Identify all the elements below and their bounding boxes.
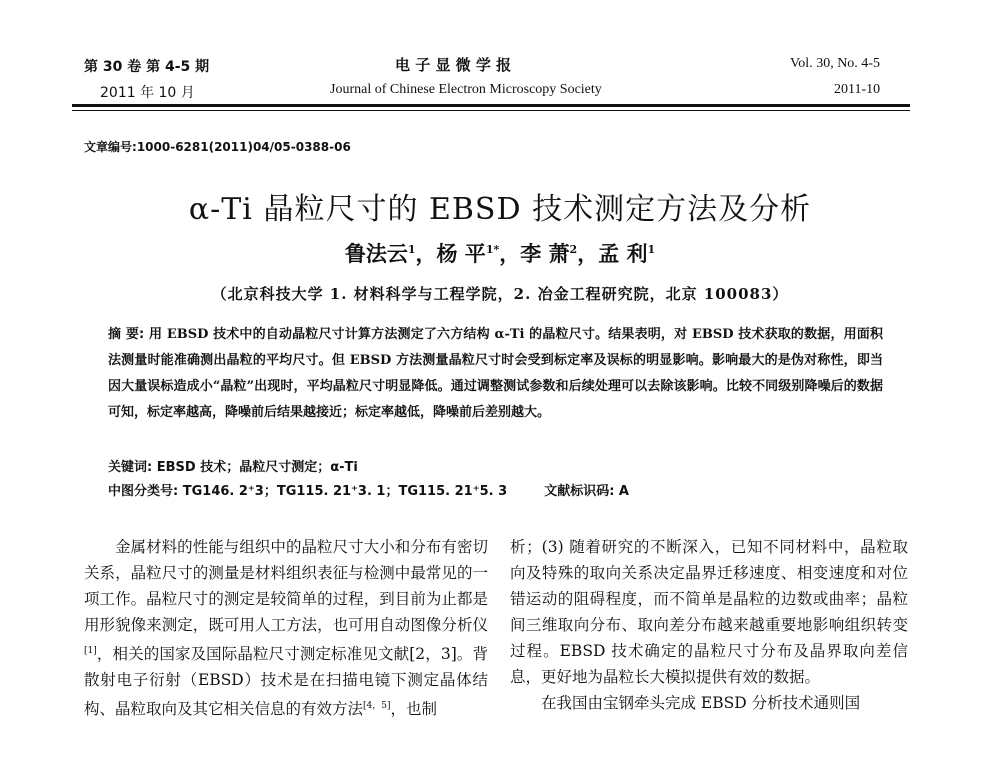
body-right-column <box>510 534 908 716</box>
keywords-label: 关键词: <box>108 460 153 475</box>
article-number <box>84 138 351 155</box>
article-number-label: 文章编号: <box>84 140 137 154</box>
author-name: 鲁法云 <box>344 241 408 266</box>
classification-label: 中图分类号: <box>108 484 179 499</box>
keywords <box>108 456 358 475</box>
author-separator: ， <box>499 241 521 266</box>
body-paragraph: 析；(3) 随着研究的不断深入，已知不同材料中，晶粒取向及特殊的取向关系决定晶界迁移速度、相变速度和对位错运动的阻碍程度，而不简单是晶粒的边数或曲率；晶粒间三维取向分布、取向差分布越来越重要地影响组织转变过程。EBSD 技术确定的晶粒尺寸分布及晶界取向差信息，更好地为晶粒长大模拟提供有效的数据。 <box>510 538 908 686</box>
header-rule-thin <box>72 110 910 111</box>
journal-date-cn: 2011 年 10 月 <box>100 85 195 101</box>
abstract-label: 摘 要: <box>108 327 145 342</box>
author-name: 李 萧 <box>520 241 570 266</box>
author-affil-mark: 1 <box>647 243 656 256</box>
body-text: ，也制 <box>390 700 438 719</box>
journal-date-en: 2011-10 <box>834 82 881 97</box>
author-name: 杨 平 <box>436 241 486 266</box>
author-affil-mark: 1* <box>485 243 500 256</box>
header-rule-thick <box>72 104 910 107</box>
author-separator: ， <box>577 241 599 266</box>
doc-code-label: 文献标识码: <box>544 484 615 499</box>
abstract-text: 用 EBSD 技术中的自动晶粒尺寸计算方法测定了六方结构 α-Ti 的晶粒尺寸。结果表明，对 EBSD 技术获取的数据，用面积法测量时能准确测出晶粒的平均尺寸。但 EBSD 方法测量晶粒尺寸时会受到标定率及误标的明显影响。影响最大的是伪对称性，即当因大量误标造成小“晶粒”出现时，平均晶粒尺寸明显降低。通过调整测试参数和后续处理可以去除该影响。比较不同级别降噪后的数据可知，标定率越高，降噪前后结果越接近；标定率越低，降噪前后差别越大。 <box>108 327 883 420</box>
body-paragraph: 在我国由宝钢牵头完成 EBSD 分析技术通则国 <box>541 694 861 712</box>
keywords-text: EBSD 技术；晶粒尺寸测定；α-Ti <box>156 460 358 475</box>
journal-vol-en: Vol. 30, No. 4-5 <box>790 56 880 71</box>
journal-volume-issue: 第 30 卷 第 4-5 期 <box>84 59 210 75</box>
journal-name-en: Journal of Chinese Electron Microscopy Society <box>330 82 602 97</box>
classification <box>108 480 629 499</box>
author-list <box>0 238 1000 268</box>
body-paragraph <box>84 534 488 722</box>
body-text: ，相关的国家及国际晶粒尺寸测定标准见文献[2，3]。背散射电子衍射（EBSD）技术是在扫描电镜下测定晶体结构、晶粒取向及其它相关信息的有效方法 <box>84 645 488 719</box>
affiliation: （北京科技大学 1. 材料科学与工程学院，2. 冶金工程研究院，北京 100083） <box>211 285 789 303</box>
author-name: 孟 利 <box>598 241 648 266</box>
article-number-value: 1000-6281(2011)04/05-0388-06 <box>136 140 351 154</box>
citation: [1] <box>84 646 97 656</box>
paper-title: α-Ti 晶粒尺寸的 EBSD 技术测定方法及分析 <box>188 192 812 227</box>
abstract <box>108 322 883 426</box>
classification-text: TG146. 2⁺3；TG115. 21⁺3. 1；TG115. 21⁺5. 3 <box>182 484 508 499</box>
journal-name-cn: 电 子 显 微 学 报 <box>395 56 512 74</box>
author-affil-mark: 2 <box>569 243 578 256</box>
body-text: 金属材料的性能与组织中的晶粒尺寸大小和分布有密切关系，晶粒尺寸的测量是材料组织表征与检测中最常见的一项工作。晶粒尺寸的测定是较简单的过程，到目前为止都是用形貌像来测定，既可用人工方法，也可用自动图像分析仪 <box>84 538 488 634</box>
body-left-column <box>84 534 488 722</box>
doc-code-value: A <box>618 484 629 499</box>
citation: [4，5] <box>363 701 391 712</box>
author-separator: ， <box>415 241 437 266</box>
author-affil-mark: 1 <box>407 243 416 256</box>
